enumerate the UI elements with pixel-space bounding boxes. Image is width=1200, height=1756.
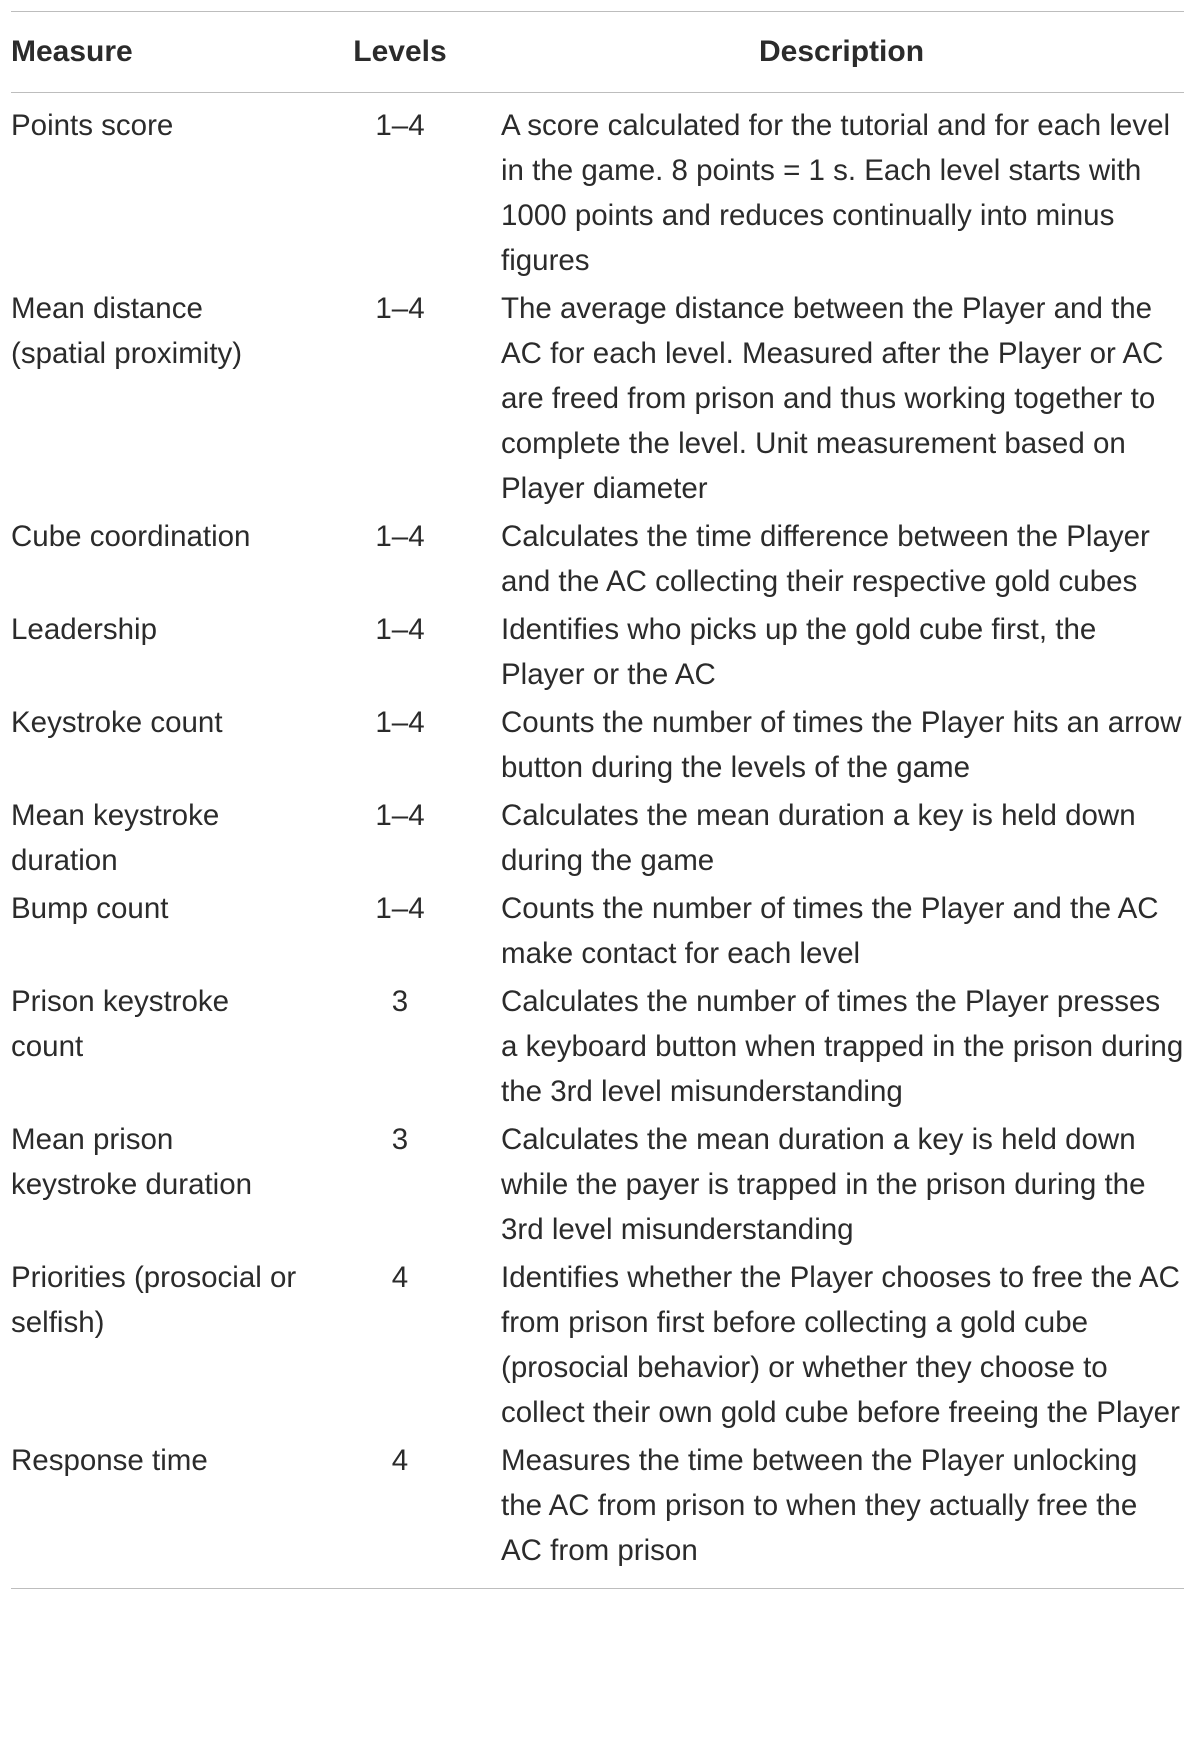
cell-levels: 4	[391, 1261, 409, 1294]
cell-description: Identifies who picks up the gold cube first, the Player or the AC	[501, 613, 1097, 691]
header-description: Description	[758, 35, 925, 68]
table-row	[11, 1438, 1184, 1573]
cell-description: Calculates the time difference between the Player and the AC collecting their respective gold cubes	[501, 520, 1150, 598]
cell-measure: Response time	[11, 1444, 208, 1477]
cell-measure: Prison keystroke count	[11, 985, 230, 1063]
cell-levels: 1–4	[375, 520, 425, 553]
cell-description: Counts the number of times the Player hits an arrow button during the levels of the game	[501, 706, 1182, 784]
cell-levels: 1–4	[375, 109, 425, 142]
table-row	[11, 979, 1184, 1114]
cell-measure: Points score	[11, 109, 174, 142]
cell-description: Measures the time between the Player unlocking the AC from prison to when they actually free the AC from prison	[501, 1444, 1138, 1567]
measures-table	[11, 11, 1184, 1589]
cell-measure: Priorities (prosocial or selfish)	[11, 1261, 297, 1339]
cell-description: The average distance between the Player and the AC for each level. Measured after the Player or AC are freed from prison and thus working together to complete the level. Unit measurement based on Player diameter	[501, 292, 1164, 505]
table-header-row	[11, 12, 1184, 92]
cell-description: A score calculated for the tutorial and for each level in the game. 8 points = 1 s. Each level starts with 1000 points and reduces continually into minus figures	[501, 109, 1171, 277]
cell-levels: 3	[391, 985, 409, 1018]
cell-levels: 1–4	[375, 292, 425, 325]
table-row	[11, 607, 1184, 697]
header-measure: Measure	[11, 35, 133, 68]
table-row	[11, 286, 1184, 511]
header-levels: Levels	[353, 35, 447, 68]
cell-levels: 3	[391, 1123, 409, 1156]
cell-measure: Bump count	[11, 892, 169, 925]
cell-measure: Keystroke count	[11, 706, 223, 739]
table-row	[11, 514, 1184, 604]
cell-levels: 1–4	[375, 799, 425, 832]
cell-description: Identifies whether the Player chooses to free the AC from prison first before collecting a gold cube (prosocial behavior) or whether they choose to collect their own gold cube before freeing the Player	[501, 1261, 1180, 1429]
cell-description: Calculates the number of times the Player presses a keyboard button when trapped in the prison during the 3rd level misunderstanding	[501, 985, 1184, 1108]
cell-measure: Mean keystroke duration	[11, 799, 220, 877]
table-row	[11, 1117, 1184, 1252]
cell-measure: Cube coordination	[11, 520, 251, 553]
cell-levels: 1–4	[375, 892, 425, 925]
cell-levels: 1–4	[375, 706, 425, 739]
cell-levels: 4	[391, 1444, 409, 1477]
table-row	[11, 793, 1184, 883]
cell-measure: Mean distance (spatial proximity)	[11, 292, 243, 370]
table-bottom-rule	[11, 1588, 1184, 1589]
cell-description: Calculates the mean duration a key is held down while the payer is trapped in the prison during the 3rd level misunderstanding	[501, 1123, 1146, 1246]
cell-measure: Leadership	[11, 613, 157, 646]
table-row	[11, 1255, 1184, 1435]
cell-description: Counts the number of times the Player and the AC make contact for each level	[501, 892, 1159, 970]
table-row	[11, 700, 1184, 790]
cell-levels: 1–4	[375, 613, 425, 646]
table-row	[11, 886, 1184, 976]
cell-measure: Mean prison keystroke duration	[11, 1123, 253, 1201]
table-body	[11, 93, 1184, 1588]
table-row	[11, 103, 1184, 283]
cell-description: Calculates the mean duration a key is held down during the game	[501, 799, 1136, 877]
